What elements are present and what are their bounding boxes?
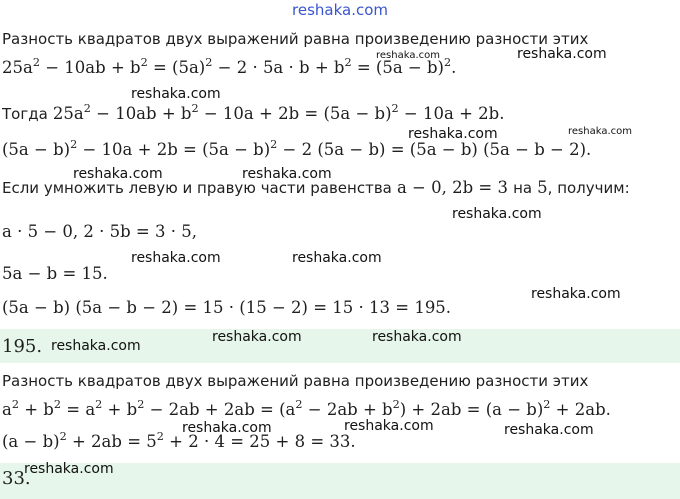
solution1-multiply-line: Если умножить левую и правую части равенства a − 0, 2b = 3 на 5, получим: (2, 178, 630, 197)
solution1-intro: Разность квадратов двух выражений равна произведению разности этих (2, 30, 589, 48)
solution2-equation-2: $(a - b)^2 + 2ab = 5^2 + 2 \cdot 4 = 25 + 8 = 33$. (2, 430, 356, 451)
watermark: reshaka.com (408, 126, 498, 142)
watermark: reshaka.com (212, 329, 302, 345)
watermark: reshaka.com (24, 461, 114, 477)
watermark: reshaka.com (131, 250, 221, 266)
solution2-equation-1: $a^2 + b^2 = a^2 + b^2 - 2ab + 2ab = (a^2 - 2ab + b^2) + 2ab = (a - b)^2 + 2ab$. (2, 398, 611, 419)
site-header-link[interactable]: reshaka.com (292, 1, 388, 19)
then-label: Тогда (2, 105, 48, 123)
watermark: reshaka.com (73, 166, 163, 182)
watermark: reshaka.com (372, 329, 462, 345)
answer-2: 33. (2, 468, 31, 489)
site-header (0, 0, 680, 19)
answer-1: 195. (2, 336, 43, 357)
watermark: reshaka.com (504, 422, 594, 438)
watermark: reshaka.com (51, 338, 141, 354)
solution1-equation-4: a · 5 − 0, 2 · 5b = 3 · 5, (2, 222, 197, 241)
solution1-equation-6: (5a − b) (5a − b − 2) = 15 · (15 − 2) = 15 · 13 = 195. (2, 298, 452, 317)
solution1-equation-3: $(5a - b)^2 - 10a + 2b = (5a - b)^2 - 2$ (5a − b) = (5a − b) (5a − b − 2). (2, 138, 592, 159)
watermark: reshaka.com (376, 50, 440, 61)
solution1-equation-1: $25a^2 - 10ab + b^2 = (5a)^2 - 2 \cdot 5a \cdot b + b^2 = (5a - b)^2$. (2, 56, 457, 77)
watermark: reshaka.com (344, 418, 434, 434)
watermark: reshaka.com (242, 166, 332, 182)
watermark: reshaka.com (182, 420, 272, 436)
watermark: reshaka.com (131, 86, 221, 102)
solution1-equation-2: Тогда $25a^2 - 10ab + b^2 - 10a + 2b = (5a - b)^2 - 10a + 2b$. (2, 102, 505, 123)
watermark: reshaka.com (568, 126, 632, 137)
solution2-intro: Разность квадратов двух выражений равна произведению разности этих (2, 372, 589, 390)
watermark: reshaka.com (517, 46, 607, 62)
watermark: reshaka.com (531, 286, 621, 302)
watermark: reshaka.com (452, 206, 542, 222)
solution1-equation-5: 5a − b = 15. (2, 264, 108, 283)
watermark: reshaka.com (292, 250, 382, 266)
